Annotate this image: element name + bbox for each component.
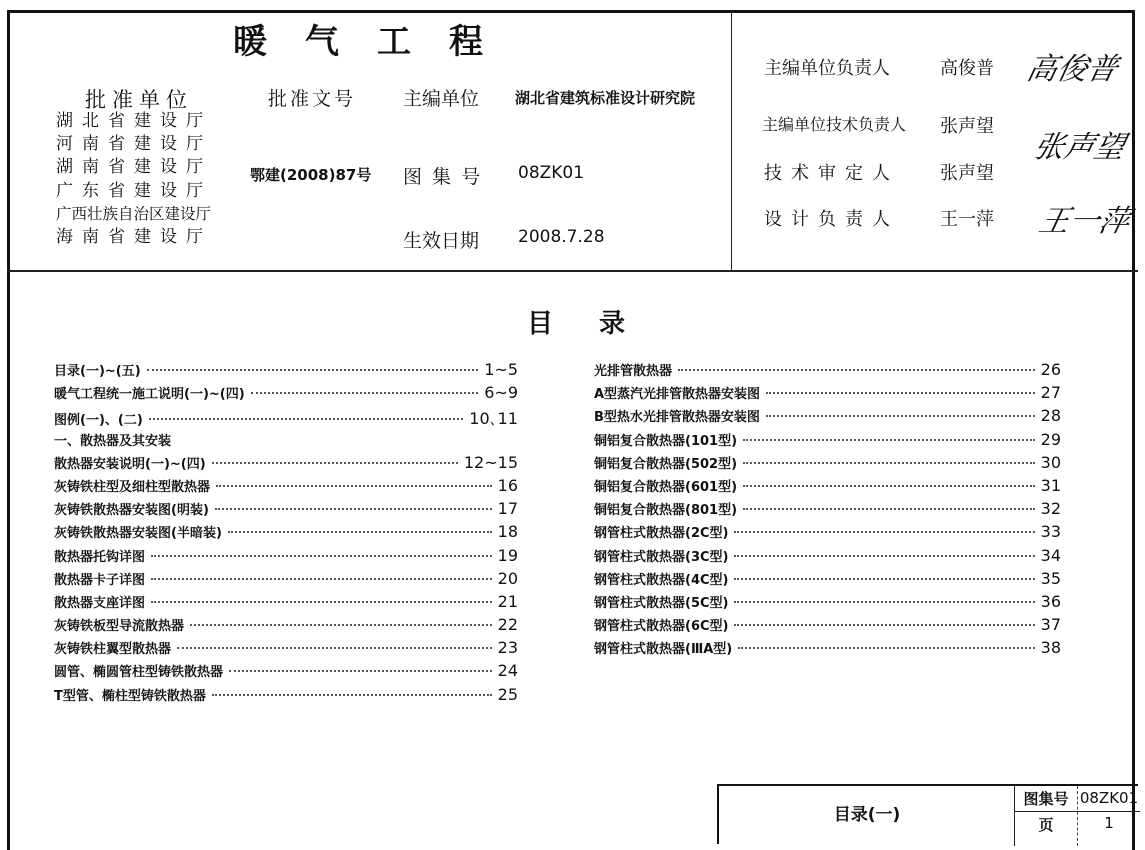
leader-dots	[743, 508, 1035, 510]
title-block-divider	[1014, 811, 1140, 812]
leader-dots	[212, 694, 492, 696]
toc-entry-title: 灰铸铁散热器安装图(明装)	[54, 503, 209, 519]
responsible-role: 主编单位技术负责人	[762, 115, 907, 134]
toc-entry-title: 铜铝复合散热器(601型)	[594, 479, 738, 495]
toc-entry-page: 33	[1040, 522, 1061, 542]
approval-unit: 湖北省建设厅	[56, 111, 212, 131]
document-title: 暖气工程	[233, 22, 521, 62]
leader-dots	[229, 670, 492, 672]
toc-section-heading	[54, 430, 518, 453]
atlas-no-value: 08ZK01	[518, 163, 585, 183]
approval-unit: 河南省建设厅	[56, 134, 212, 155]
leader-dots	[151, 601, 492, 603]
toc-entry[interactable]	[54, 453, 518, 476]
toc-entry-page: 38	[1040, 638, 1061, 658]
atlas-no-label: 图 集 号	[403, 166, 483, 188]
approval-doc-label: 批准文号	[268, 88, 357, 110]
approval-unit: 广西壮族自治区建设厅	[56, 204, 212, 223]
toc-entry-page: 27	[1040, 383, 1061, 403]
toc-entry[interactable]	[594, 499, 1061, 522]
toc-entry-title: A型蒸汽光排管散热器安装图	[594, 387, 761, 403]
toc-entry-page: 31	[1040, 475, 1061, 495]
toc-entry[interactable]	[594, 430, 1061, 453]
signature: 高俊普	[1023, 52, 1121, 87]
leader-dots	[766, 415, 1035, 417]
toc-entry-page: 23	[497, 638, 518, 658]
toc-entry[interactable]	[54, 661, 518, 684]
toc-entry-title: 散热器安装说明(一)~(四)	[54, 456, 206, 472]
toc-entry-page: 20	[497, 568, 518, 588]
responsible-role: 技术审定人	[764, 163, 899, 184]
toc-entry-page: 37	[1040, 615, 1061, 635]
leader-dots	[734, 555, 1034, 557]
title-block-divider	[1014, 786, 1015, 846]
responsible-role: 设计负责人	[764, 209, 899, 230]
toc-entry-page: 24	[497, 661, 518, 681]
toc-entry-page: 32	[1040, 499, 1061, 519]
toc-title: 目录	[527, 309, 672, 339]
toc-entry-page: 17	[497, 499, 518, 519]
leader-dots	[212, 462, 458, 464]
leader-dots	[734, 624, 1034, 626]
toc-entry-page: 10､11	[469, 409, 518, 429]
toc-entry-title: 钢管柱式散热器(5C型)	[594, 595, 729, 611]
toc-entry-page: 25	[497, 684, 518, 704]
leader-dots	[147, 369, 479, 371]
toc-entry-title: 钢管柱式散热器(2C型)	[594, 526, 729, 542]
toc-entry[interactable]	[594, 383, 1061, 406]
toc-entry[interactable]	[594, 615, 1061, 638]
toc-entry-title: 钢管柱式散热器(3C型)	[594, 549, 729, 565]
approval-doc-value: 鄂建(2008)87号	[250, 166, 372, 184]
leader-dots	[766, 392, 1035, 394]
toc-entry-title: 光排管散热器	[594, 364, 673, 379]
responsible-name: 高俊普	[940, 58, 994, 79]
title-block-divider	[1077, 786, 1078, 846]
toc-entry-page: 16	[497, 475, 518, 495]
header-divider	[7, 270, 1138, 272]
signature: 张声望	[1030, 130, 1128, 165]
toc-entry[interactable]	[54, 685, 518, 708]
toc-entry-title: 灰铸铁柱翼型散热器	[54, 642, 172, 658]
approval-unit: 广东省建设厅	[56, 180, 212, 201]
responsible-name: 张声望	[940, 116, 994, 137]
leader-dots	[743, 439, 1035, 441]
leader-dots	[251, 392, 479, 394]
toc-entry[interactable]	[54, 638, 518, 661]
toc-entry-title: 铜铝复合散热器(801型)	[594, 503, 738, 519]
effective-date-value: 2008.7.28	[518, 227, 605, 247]
toc-entry-title: T型管、椭柱型铸铁散热器	[54, 688, 206, 704]
toc-entry-title: 钢管柱式散热器(4C型)	[594, 572, 729, 588]
editor-unit-label: 主编单位	[403, 88, 480, 110]
toc-entry-page: 19	[497, 545, 518, 565]
leader-dots	[734, 601, 1034, 603]
toc-entry-page: 21	[497, 591, 518, 611]
signature: 王一萍	[1035, 204, 1133, 239]
approval-units-list	[56, 110, 212, 249]
toc-left-column	[54, 360, 518, 708]
toc-entry-title: B型热水光排管散热器安装图	[594, 410, 760, 426]
toc-entry-page: 36	[1040, 591, 1061, 611]
toc-entry-title: 图例(一)、(二)	[54, 413, 143, 429]
leader-dots	[734, 578, 1034, 580]
toc-entry-page: 12~15	[463, 452, 518, 472]
header-vertical-divider	[731, 12, 732, 271]
sheet-title: 目录(一)	[833, 804, 901, 825]
toc-entry[interactable]	[594, 638, 1061, 661]
toc-entry-page: 6~9	[484, 383, 518, 403]
toc-entry-title: 灰铸铁散热器安装图(半暗装)	[54, 526, 222, 542]
toc-entry-title: 目录(一)~(五)	[54, 364, 141, 379]
approval-unit: 海南省建设厅	[56, 227, 212, 248]
toc-section-title: 一、散热器及其安装	[54, 433, 172, 449]
toc-entry[interactable]	[54, 360, 518, 383]
toc-entry-title: 圆管、椭圆管柱型铸铁散热器	[54, 665, 224, 681]
approval-unit: 湖南省建设厅	[56, 157, 212, 178]
leader-dots	[216, 485, 492, 487]
toc-entry[interactable]	[54, 592, 518, 615]
toc-entry-page: 18	[497, 522, 518, 542]
leader-dots	[151, 578, 492, 580]
toc-entry-title: 灰铸铁柱型及细柱型散热器	[54, 479, 211, 495]
toc-entry-title: 散热器卡子详图	[54, 572, 146, 588]
toc-entry-title: 铜铝复合散热器(101型)	[594, 433, 738, 449]
page-value: 1	[1104, 814, 1114, 832]
leader-dots	[149, 418, 463, 420]
toc-entry-title: 钢管柱式散热器(6C型)	[594, 619, 729, 635]
toc-entry-title: 灰铸铁板型导流散热器	[54, 619, 185, 635]
toc-entry-page: 29	[1040, 429, 1061, 449]
toc-entry-page: 28	[1040, 406, 1061, 426]
toc-entry[interactable]	[54, 383, 518, 406]
toc-entry[interactable]	[54, 476, 518, 499]
toc-entry[interactable]	[54, 406, 518, 429]
toc-entry[interactable]	[54, 615, 518, 638]
approval-unit-label: 批准单位	[85, 88, 193, 112]
responsible-name: 张声望	[940, 163, 994, 184]
leader-dots	[190, 624, 492, 626]
toc-entry[interactable]	[594, 476, 1061, 499]
responsible-name: 王一萍	[940, 209, 994, 230]
leader-dots	[151, 555, 492, 557]
toc-entry[interactable]	[594, 522, 1061, 545]
atlas-no-value: 08ZK01	[1079, 789, 1139, 807]
toc-entry-title: 钢管柱式散热器(ⅢA型)	[594, 642, 733, 658]
responsible-role: 主编单位负责人	[764, 58, 890, 79]
leader-dots	[743, 462, 1035, 464]
toc-entry-page: 26	[1040, 360, 1061, 379]
leader-dots	[734, 531, 1034, 533]
toc-entry-title: 暖气工程统一施工说明(一)~(四)	[54, 387, 245, 403]
leader-dots	[228, 531, 492, 533]
toc-entry[interactable]	[54, 546, 518, 569]
leader-dots	[678, 369, 1035, 371]
toc-entry-page: 22	[497, 615, 518, 635]
effective-date-label: 生效日期	[403, 230, 480, 252]
toc-entry[interactable]	[594, 453, 1061, 476]
page-label: 页	[1038, 816, 1054, 834]
toc-entry[interactable]	[594, 569, 1061, 592]
toc-entry-page: 35	[1040, 568, 1061, 588]
leader-dots	[738, 647, 1034, 649]
toc-entry[interactable]	[54, 499, 518, 522]
toc-entry-page: 1~5	[484, 360, 518, 379]
toc-right-column	[594, 360, 1061, 661]
toc-entry-page: 30	[1040, 452, 1061, 472]
atlas-no-label: 图集号	[1023, 790, 1069, 808]
toc-entry[interactable]	[54, 522, 518, 545]
title-block	[717, 784, 1138, 844]
toc-entry[interactable]	[54, 569, 518, 592]
toc-entry[interactable]	[594, 360, 1061, 383]
editor-unit-value: 湖北省建筑标准设计研究院	[515, 89, 696, 107]
toc-entry-title: 散热器支座详图	[54, 595, 146, 611]
leader-dots	[215, 508, 492, 510]
toc-entry-title: 散热器托钩详图	[54, 549, 146, 565]
toc-entry[interactable]	[594, 592, 1061, 615]
leader-dots	[743, 485, 1035, 487]
toc-entry[interactable]	[594, 406, 1061, 429]
toc-entry-title: 铜铝复合散热器(502型)	[594, 456, 738, 472]
leader-dots	[177, 647, 492, 649]
toc-entry[interactable]	[594, 546, 1061, 569]
toc-entry-page: 34	[1040, 545, 1061, 565]
